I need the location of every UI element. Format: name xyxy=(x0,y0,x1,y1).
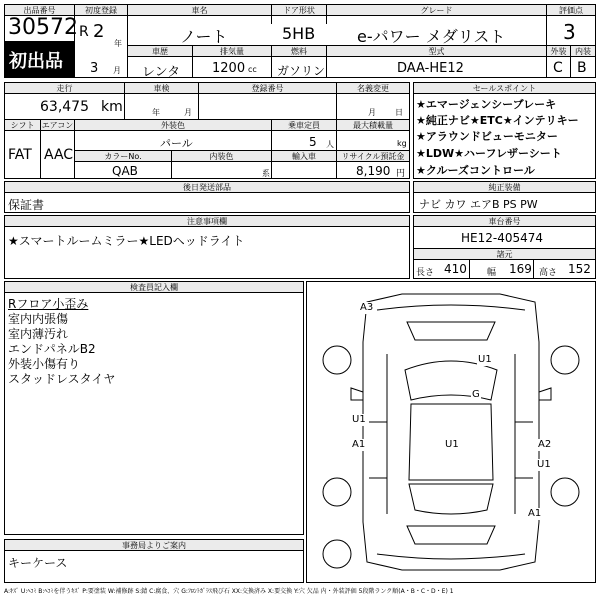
later-docs-header: 後日発送部品 xyxy=(5,182,409,193)
later-docs-value: 保証書 xyxy=(8,198,45,212)
car-history: レンタ xyxy=(142,65,181,80)
office-header: 事務局よりご案内 xyxy=(5,540,303,551)
damage-mark: U1 xyxy=(537,459,551,470)
sales-point-item: ★LDW★ハーフレザーシート xyxy=(416,147,562,160)
mileage-header: 走行 xyxy=(5,83,124,94)
damage-mark: A3 xyxy=(360,302,374,313)
displacement-unit: cc xyxy=(248,65,257,74)
title-month-unit: 月 xyxy=(368,108,376,117)
lot-number: 30572 xyxy=(8,15,78,40)
door-header: ドア形状 xyxy=(272,5,326,16)
int-color-header: 内装色 xyxy=(172,151,271,162)
sales-point-item: ★クルーズコントロール xyxy=(416,164,535,177)
inspector-note: 室内薄汚れ xyxy=(8,327,69,341)
lot-no-header: 出品番号 xyxy=(5,5,74,16)
shift-header: シフト xyxy=(5,120,40,131)
sales-points-header: セールスポイント xyxy=(414,83,595,94)
color-no-value: QAB xyxy=(112,164,138,178)
sales-point-item: ★アラウンドビューモニター xyxy=(416,130,558,143)
width-label: 幅 xyxy=(487,268,497,278)
reg-month-unit: 月 xyxy=(113,66,121,75)
wheel-rear-left xyxy=(323,478,351,506)
capacity-unit: 人 xyxy=(326,140,334,149)
reg-year: 2 xyxy=(93,21,105,42)
recycle-header: リサイクル預託金 xyxy=(337,151,409,162)
mileage-value: 63,475 xyxy=(40,99,89,115)
fuel-header: 燃料 xyxy=(272,46,326,57)
aircon-header: エアコン xyxy=(41,121,74,130)
damage-mark: G xyxy=(472,389,480,400)
notes-header: 注意事項欄 xyxy=(5,216,409,227)
equipment-value: ナビ カワ エアB PS PW xyxy=(419,198,538,211)
sales-point-item: ★純正ナビ★ETC★インテリキー xyxy=(416,114,579,127)
capacity-header: 乗車定員 xyxy=(272,120,336,131)
first-listing-label: 初出品 xyxy=(9,51,63,72)
damage-mark: A1 xyxy=(528,508,542,519)
spare-wheel xyxy=(323,540,351,568)
mileage-unit: km xyxy=(101,99,123,115)
length-value: 410 xyxy=(444,262,467,276)
damage-diagram-section xyxy=(306,281,596,583)
wheel-front-left xyxy=(323,346,351,374)
fuel: ガソリン xyxy=(277,64,326,78)
door-shape: 5HB xyxy=(282,24,316,43)
model-type: DAA-HE12 xyxy=(397,61,464,76)
inspection-year-unit: 年 xyxy=(152,108,160,117)
car-history-header: 車歴 xyxy=(128,46,192,57)
legend-footer: A:ｷｽﾞ U:ﾍｺﾐ B:ﾍｺﾐを伴うｷｽﾞ P:要塗装 W:補修跡 S:錆 C:腐食、穴 G:ﾌﾛﾝﾄｶﾞﾗｽ飛び石 XX:交換済み X:要交換 Y:穴 欠品 内・外装評価 5段階ランク順(A・B・C・D・E) 1 xyxy=(4,588,454,595)
height-label: 高さ xyxy=(539,268,558,278)
dimensions-header: 諸元 xyxy=(414,248,595,260)
displacement-header: 排気量 xyxy=(193,46,271,57)
inspector-note: Rフロア小歪み xyxy=(8,297,89,311)
title-change-header: 名義変更 xyxy=(337,83,409,94)
score-header: 評価点 xyxy=(547,5,595,16)
color-no-header: カラーNo. xyxy=(75,151,171,162)
damage-mark: U1 xyxy=(478,354,492,365)
notes-value: ★スマートルームミラー★LEDヘッドライト xyxy=(8,234,245,248)
recycle-value: 8,190 xyxy=(356,164,391,178)
reg-no-header: 登録番号 xyxy=(199,83,336,94)
grade: e-パワー メダリスト xyxy=(357,27,506,46)
recycle-unit: 円 xyxy=(396,169,406,179)
rear-window xyxy=(409,484,493,514)
int-color-unit: 系 xyxy=(262,169,270,178)
interior-score: B xyxy=(577,60,587,76)
car-name-header: 車名 xyxy=(128,5,271,16)
overall-score: 3 xyxy=(563,20,576,44)
damage-mark: U1 xyxy=(445,439,459,450)
inspector-note: スタッドレスタイヤ xyxy=(8,372,116,386)
chassis-value: HE12-405474 xyxy=(461,231,544,245)
damage-mark: U1 xyxy=(352,414,366,425)
inspector-note: エンドパネルB2 xyxy=(8,342,96,356)
aircon-value: AAC xyxy=(44,147,74,163)
load-unit: kg xyxy=(397,139,407,148)
sales-point-item: ★エマージェンシーブレーキ xyxy=(416,98,557,111)
inspector-note: 外装小傷有り xyxy=(8,357,81,371)
reg-year-unit: 年 xyxy=(114,39,122,48)
wheel-front-right xyxy=(551,346,579,374)
shift-value: FAT xyxy=(8,147,32,163)
exterior-header: 外装 xyxy=(547,46,570,57)
inspection-month-unit: 月 xyxy=(184,108,192,117)
exterior-score: C xyxy=(553,60,563,76)
chassis-header: 車台番号 xyxy=(414,216,595,227)
car-diagram xyxy=(307,282,595,582)
interior-header: 内装 xyxy=(571,46,595,57)
windshield xyxy=(405,361,497,400)
ext-color-value: パール xyxy=(160,137,193,150)
import-header: 輸入車 xyxy=(272,151,336,162)
displacement: 1200 xyxy=(212,61,246,76)
reg-month: 3 xyxy=(90,61,99,76)
damage-mark: A1 xyxy=(352,439,366,450)
first-reg-header: 初度登録 xyxy=(75,5,127,16)
ext-color-header: 外装色 xyxy=(75,120,271,131)
max-load-header: 最大積載量 xyxy=(337,120,409,131)
title-day-unit: 日 xyxy=(395,108,403,117)
width-value: 169 xyxy=(509,262,532,276)
grade-header: グレード xyxy=(327,5,546,16)
wheel-rear-right xyxy=(551,478,579,506)
inspector-header: 検査員記入欄 xyxy=(5,282,303,293)
height-value: 152 xyxy=(568,262,591,276)
car-name: ノート xyxy=(180,27,228,46)
damage-mark: A2 xyxy=(538,439,552,450)
model-type-header: 型式 xyxy=(327,46,546,57)
equipment-header: 純正装備 xyxy=(414,182,595,193)
office-value: キーケース xyxy=(8,556,68,570)
car-body-outline xyxy=(363,294,539,570)
inspection-header: 車検 xyxy=(125,83,198,94)
capacity-value: 5 xyxy=(309,135,317,149)
reg-era: R xyxy=(79,24,89,40)
length-label: 長さ xyxy=(416,268,435,278)
inspector-note: 室内内張傷 xyxy=(8,312,69,326)
